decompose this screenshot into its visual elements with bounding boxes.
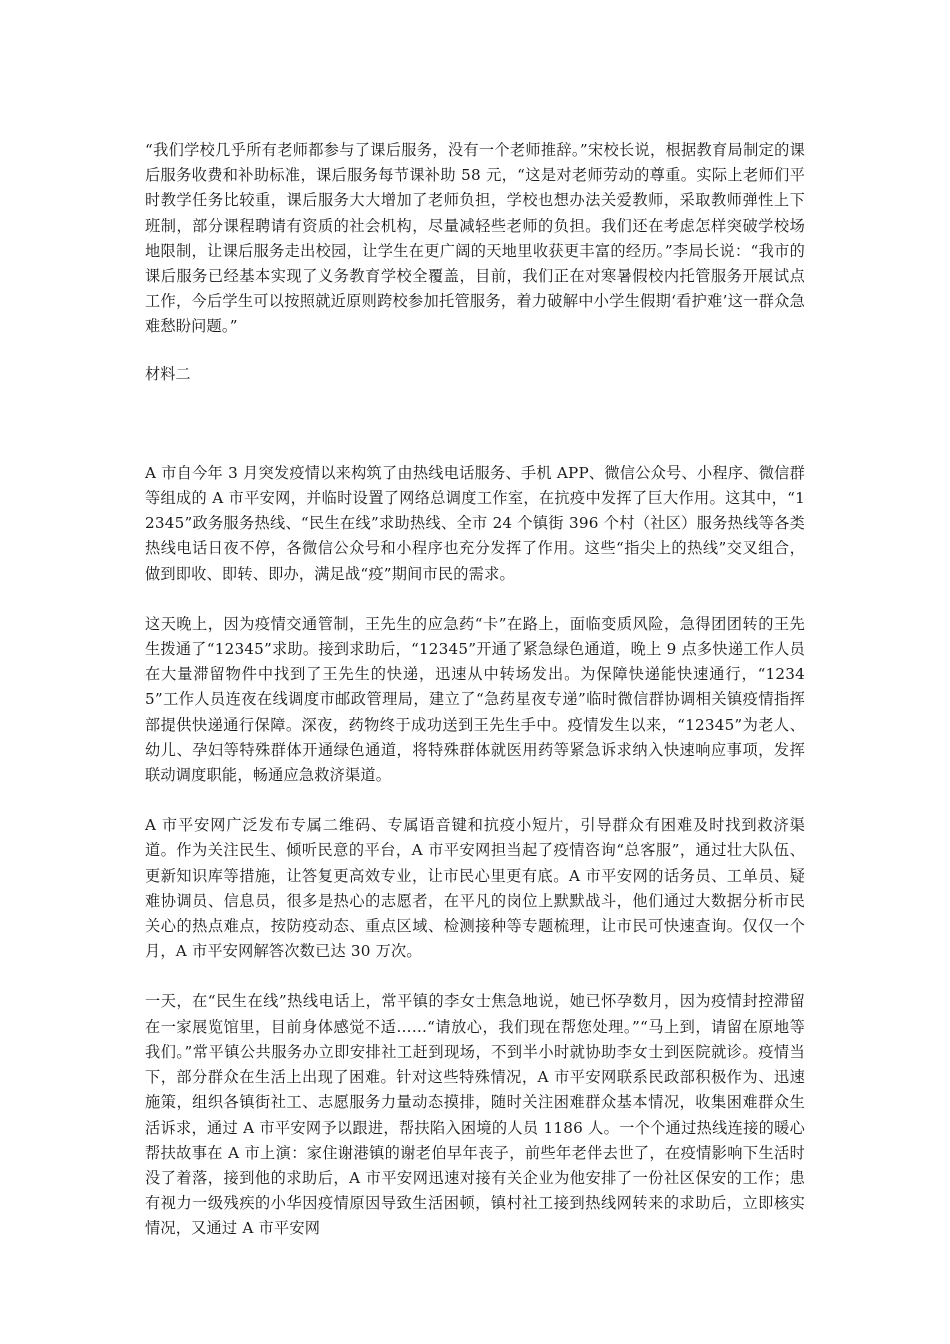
paragraph-4: 一天，在“民生在线”热线电话上，常平镇的李女士焦急地说，她已怀孕数月，因为疫情封控滞留在一家展览馆里，目前身体感觉不适……“请放心，我们现在帮您处理。”“马上到，请留在原地等我们。”常平镇公共服务办立即安排社工赶到现场，不到半小时就协助李女士到医院就诊。疫情当下，部分群众在生活上出现了困难。针对这些特殊情况，A 市平安网联系民政部积极作为、迅速施策，组织各镇街社工、志愿服务力量动态摸排，随时关注困难群众基本情况，收集困难群众生活诉求，通过 A 市平安网予以跟进，帮扶陷入困境的人员 1186 人。一个个通过热线连接的暖心帮扶故事在 A 市上演：家住谢港镇的谢老伯早年丧子，前些年老伴去世了，在疫情影响下生活时没了着落，接到他的求助后，A 市平安网迅速对接有关企业为他安排了一份社区保安的工作；患有视力一级残疾的小华因疫情原因导致生活困顿，镇村社工接到热线网转来的求助后，立即核实情况，又通过 A 市平安网: [145, 992, 805, 1238]
paragraph-2: 这天晚上，因为疫情交通管制，王先生的应急药“卡”在路上，面临变质风险，急得团团转的王先生拨通了“12345”求助。接到求助后，“12345”开通了紧急绿色通道，晚上 9 点多快递工作人员在大量滞留物件中找到了王先生的快递，迅速从中转场发出。为保障快递能快速通行，“12345”工作人员连夜在线调度市邮政管理局，建立了“急药星夜专递”临时微信群协调相关镇疫情指挥部提供快递通行保障。深夜，药物终于成功送到王先生手中。疫情发生以来，“12345”为老人、幼儿、孕妇等特殊群体开通绿色通道，将特殊群体就医用药等紧急诉求纳入快速响应事项，发挥联动调度职能，畅通应急救济渠道。: [145, 614, 805, 785]
document-page: [145, 138, 805, 1242]
paragraph-intro: “我们学校几乎所有老师都参与了课后服务，没有一个老师推辞。”宋校长说，根据教育局制定的课后服务收费和补助标准，课后服务每节课补助 58 元，“这是对老师劳动的尊重。实际上老师们平时教学任务比较重，课后服务大大增加了老师负担，学校也想办法关爱教师，采取教师弹性上下班制，部分课程聘请有资质的社会机构，尽量减轻些老师的负担。我们还在考虑怎样突破学校场地限制，让课后服务走出校园，让学生在更广阔的天地里收获更丰富的经历。”李局长说：“我市的课后服务已经基本实现了义务教育学校全覆盖，目前，我们正在对寒暑假校内托管服务开展试点工作，今后学生可以按照就近原则跨校参加托管服务，着力破解中小学生假期‘看护难’这一群众急难愁盼问题。”: [145, 141, 805, 336]
paragraph-1: A 市自今年 3 月突发疫情以来构筑了由热线电话服务、手机 APP、微信公众号、小程序、微信群等组成的 A 市平安网，并临时设置了网络总调度工作室，在抗疫中发挥了巨大作用。这其中，“12345”政务服务热线、“民生在线”求助热线、全市 24 个镇街 396 个村（社区）服务热线等各类热线电话日夜不停，各微信公众号和小程序也充分发挥了作用。这些“指尖上的热线”交叉组合，做到即收、即转、即办，满足战“疫”期间市民的需求。: [145, 463, 805, 583]
section-heading: 材料二: [145, 364, 191, 383]
paragraph-3: A 市平安网广泛发布专属二维码、专属语音键和抗疫小短片，引导群众有困难及时找到救济渠道。作为关注民生、倾听民意的平台，A 市平安网担当起了疫情咨询“总客服”，通过壮大队伍、更新知识库等措施，让答复更高效专业，让市民心里更有底。A 市平安网的话务员、工单员、疑难协调员、信息员，很多是热心的志愿者，在平凡的岗位上默默战斗，他们通过大数据分析市民关心的热点难点，按防疫动态、重点区域、检测接种等专题梳理，让市民可快速查询。仅仅一个月，A 市平安网解答次数已达 30 万次。: [145, 816, 805, 961]
